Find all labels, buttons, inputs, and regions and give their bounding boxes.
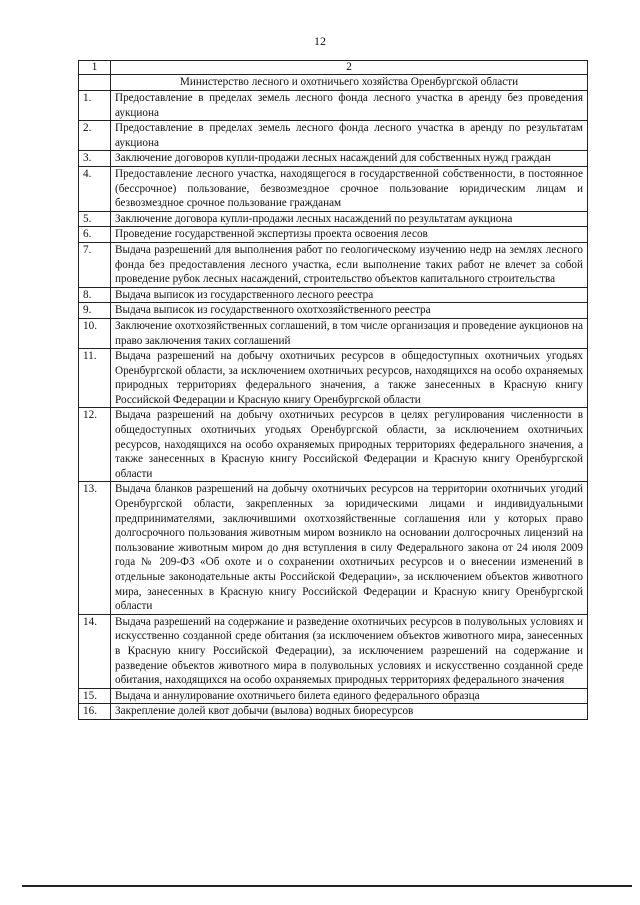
row-number: 14. bbox=[79, 614, 111, 688]
table-row bbox=[79, 482, 588, 614]
ministry-row bbox=[79, 75, 588, 91]
row-number: 6. bbox=[79, 227, 111, 243]
service-description: Выдача выписок из государственного охотхозяйственного реестра bbox=[111, 303, 588, 319]
service-description: Выдача выписок из государственного лесного реестра bbox=[111, 287, 588, 303]
service-description: Предоставление в пределах земель лесного фонда лесного участка в аренду без проведения аукциона bbox=[111, 91, 588, 121]
service-description: Заключение договора купли-продажи лесных насаждений по результатам аукциона bbox=[111, 211, 588, 227]
table-row bbox=[79, 227, 588, 243]
service-description: Выдача разрешений на содержание и разведение охотничьих ресурсов в полувольных условиях и искусственно созданной среде обитания (за исключением объектов животного мира, занесенных в Красную книгу Российской Федерации), за исключением разрешений на содержание и разведение объектов животного мира в полувольных условиях и искусственно созданной среде обитания, находящихся на особо охраняемых природных территориях федерального значения bbox=[111, 614, 588, 688]
column-number-row bbox=[79, 61, 588, 75]
row-number: 5. bbox=[79, 211, 111, 227]
row-number: 4. bbox=[79, 166, 111, 211]
services-table bbox=[78, 60, 588, 720]
services-table-body bbox=[79, 61, 588, 720]
service-description: Выдача и аннулирование охотничьего билета единого федерального образца bbox=[111, 688, 588, 704]
table-row bbox=[79, 318, 588, 348]
page-number: 12 bbox=[314, 34, 326, 48]
service-description: Закрепление долей квот добычи (вылова) водных биоресурсов bbox=[111, 704, 588, 720]
row-number: 2. bbox=[79, 121, 111, 151]
row-number: 10. bbox=[79, 318, 111, 348]
table-row bbox=[79, 303, 588, 319]
service-description: Выдача бланков разрешений на добычу охотничьих ресурсов на территории охотничьих угодий Оренбургской области, закрепленных за юридическими лицами и индивидуальными предпринимателями, заключившими охотхозяйственные соглашения или у которых право долгосрочного пользования животным миром возникло на основании долгосрочных лицензий на пользование животным миром до дня вступления в силу Федерального закона от 24 июля 2009 года № 209-ФЗ «Об охоте и о сохранении охотничьих ресурсов и о внесении изменений в отдельные законодательные акты Российской Федерации», за исключением объектов животного мира, занесенных в Красную книгу Российской Федерации и Красную книгу Оренбургской области bbox=[111, 482, 588, 614]
row-number: 3. bbox=[79, 151, 111, 167]
row-number: 8. bbox=[79, 287, 111, 303]
table-row bbox=[79, 151, 588, 167]
bottom-rule bbox=[22, 885, 632, 887]
row-number: 16. bbox=[79, 704, 111, 720]
service-description: Предоставление лесного участка, находящегося в государственной собственности, в постоянное (бессрочное) пользование, безвозмездное срочное пользование юридическим лицам и безвозмездное срочное пользование гражданам bbox=[111, 166, 588, 211]
table-row bbox=[79, 91, 588, 121]
service-description: Предоставление в пределах земель лесного фонда лесного участка в аренду по результатам аукциона bbox=[111, 121, 588, 151]
service-description: Заключение охотхозяйственных соглашений, в том числе организация и проведение аукционов на право заключения таких соглашений bbox=[111, 318, 588, 348]
service-description: Выдача разрешений на добычу охотничьих ресурсов в целях регулирования численности в общедоступных охотничьих угодьях Оренбургской области, за исключением охотничьих ресурсов, находящихся на особо охраняемых природных территориях федерального значения, а также занесенных в Красную книгу Российской Федерации и Красную книгу Оренбургской области bbox=[111, 408, 588, 482]
ministry-heading: Министерство лесного и охотничьего хозяйства Оренбургской области bbox=[111, 75, 588, 91]
table-row bbox=[79, 614, 588, 688]
table-row bbox=[79, 408, 588, 482]
row-number: 9. bbox=[79, 303, 111, 319]
service-description: Выдача разрешений на добычу охотничьих ресурсов в общедоступных охотничьих угодьях Оренбургской области, за исключением охотничьих ресурсов, находящихся на особо охраняемых природных территориях федерального значения, а также занесенных в Красную книгу Российской Федерации и Красную книгу Оренбургской области bbox=[111, 349, 588, 408]
service-description: Проведение государственной экспертизы проекта освоения лесов bbox=[111, 227, 588, 243]
table-row bbox=[79, 688, 588, 704]
row-number: 11. bbox=[79, 349, 111, 408]
column-2-header: 2 bbox=[111, 61, 588, 75]
table-row bbox=[79, 211, 588, 227]
row-number: 1. bbox=[79, 91, 111, 121]
table-row bbox=[79, 349, 588, 408]
row-number: 15. bbox=[79, 688, 111, 704]
ministry-empty-cell bbox=[79, 75, 111, 91]
row-number: 12. bbox=[79, 408, 111, 482]
row-number: 7. bbox=[79, 242, 111, 287]
table-row bbox=[79, 704, 588, 720]
table-row bbox=[79, 121, 588, 151]
column-1-header: 1 bbox=[79, 61, 111, 75]
table-row bbox=[79, 166, 588, 211]
table-row bbox=[79, 242, 588, 287]
service-description: Выдача разрешений для выполнения работ по геологическому изучению недр на землях лесного фонда без предоставления лесного участка, если выполнение таких работ не влечет за собой проведение рубок лесных насаждений, строительство объектов капитального строительства bbox=[111, 242, 588, 287]
service-description: Заключение договоров купли-продажи лесных насаждений для собственных нужд граждан bbox=[111, 151, 588, 167]
table-row bbox=[79, 287, 588, 303]
row-number: 13. bbox=[79, 482, 111, 614]
